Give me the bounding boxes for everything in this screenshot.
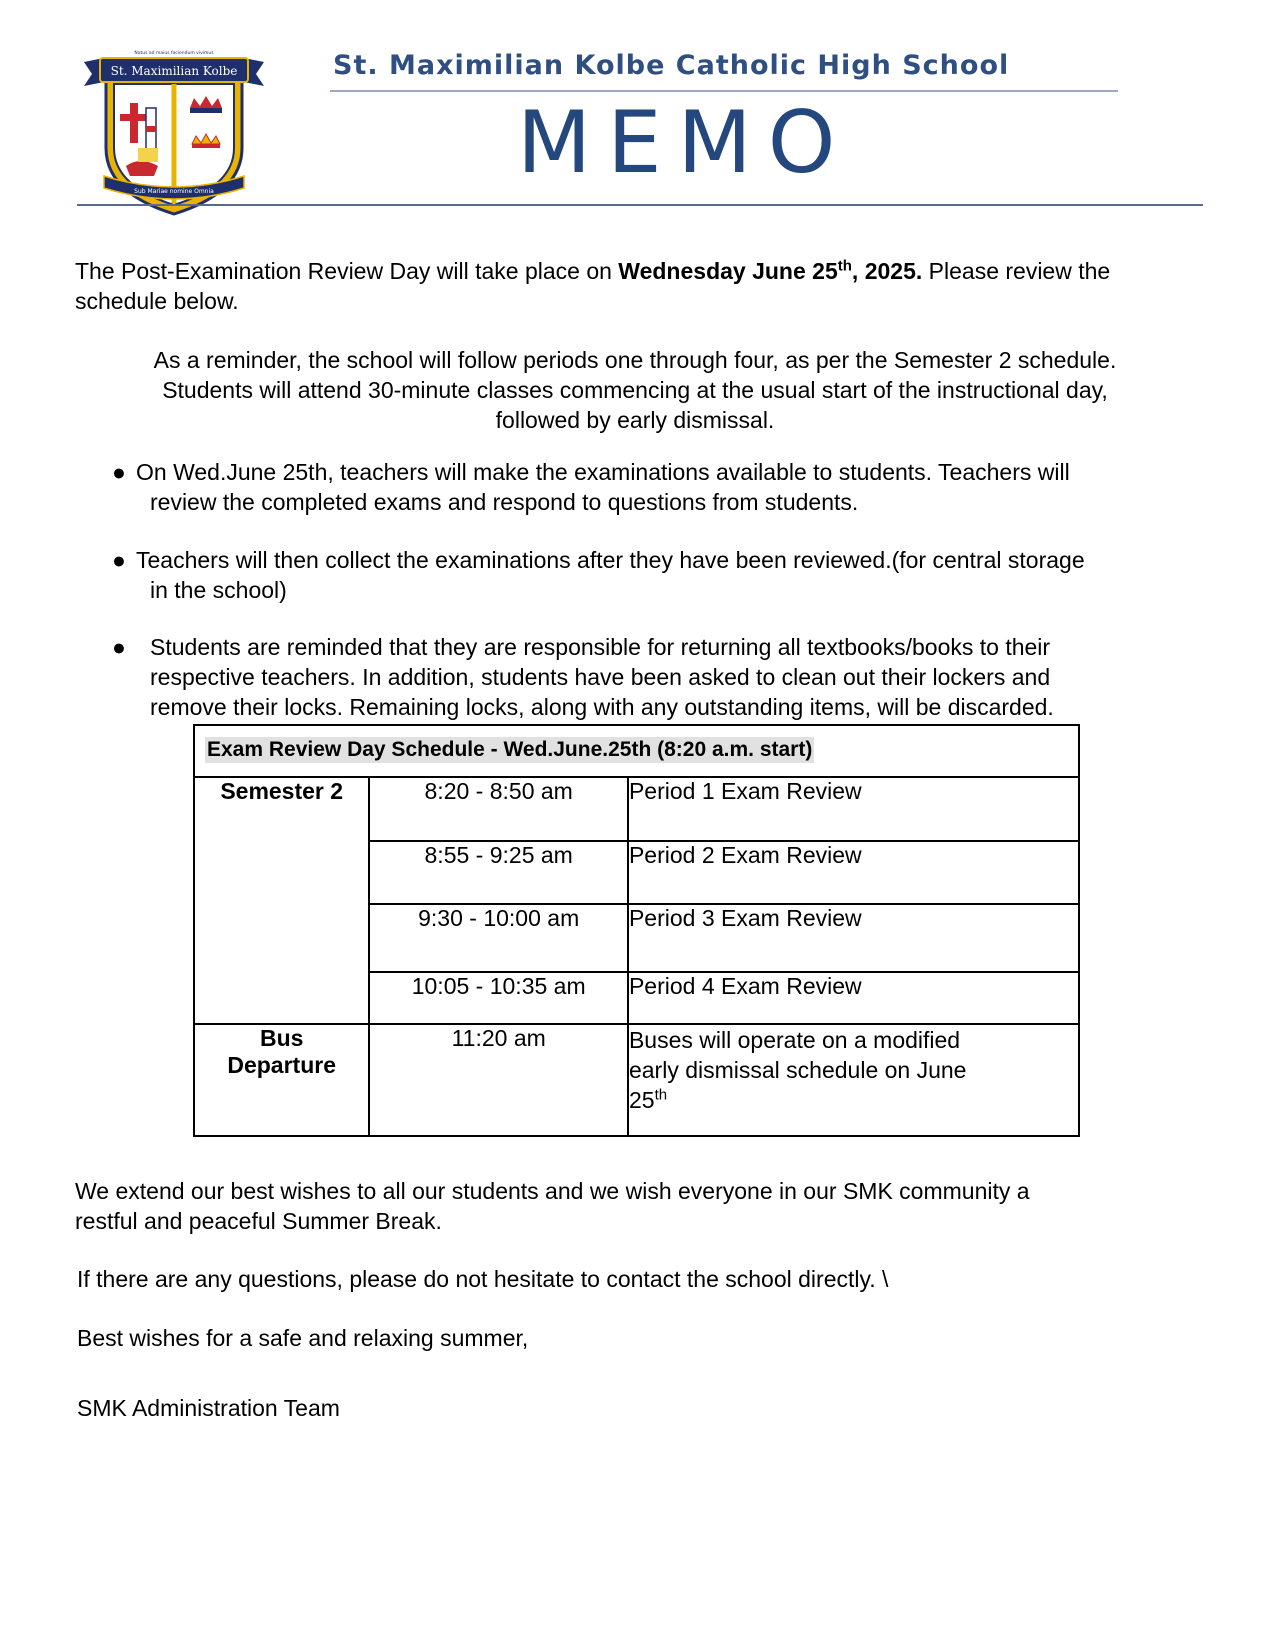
schedule-title: Exam Review Day Schedule - Wed.June.25th (8:20 a.m. start) <box>207 738 813 761</box>
table-title-row <box>194 725 1079 777</box>
closing-line: restful and peaceful Summer Break. <box>75 1208 442 1234</box>
memo-title: MEMO <box>517 93 852 193</box>
crest-bottom-motto: Sub Mariae nomine Omnia <box>134 188 214 195</box>
time-cell: 9:30 - 10:00 am <box>369 904 628 972</box>
description-cell: Period 2 Exam Review <box>628 841 1079 904</box>
bullet-dot: ● <box>112 459 126 485</box>
school-name-heading: St. Maximilian Kolbe Catholic High School <box>333 50 1010 81</box>
exam-review-schedule-table <box>193 724 1080 1137</box>
bullet-text: remove their locks. Remaining locks, along with any outstanding items, will be discarded. <box>150 694 1054 720</box>
bullet-text: respective teachers. In addition, students have been asked to clean out their lockers and <box>150 664 1051 690</box>
time-cell: 10:05 - 10:35 am <box>369 972 628 1024</box>
bullet-dot: ● <box>112 634 126 660</box>
closing-wishes <box>75 1176 1185 1236</box>
intro-text-after: Please review the schedule below. <box>75 258 1111 314</box>
header-divider <box>77 204 1203 206</box>
semester-label-cell: Semester 2 <box>194 777 369 1024</box>
crest-top-motto: Natus ad maius faciendum vivimus <box>134 51 214 56</box>
reminder-paragraph <box>80 345 1190 435</box>
bullet-dot: ● <box>112 547 126 573</box>
crest-banner-text: St. Maximilian Kolbe <box>110 64 238 78</box>
bullet-text: in the school) <box>150 577 287 603</box>
school-crest-logo <box>78 48 270 218</box>
bus-desc-line: early dismissal schedule on June <box>628 1057 967 1083</box>
description-cell: Period 3 Exam Review <box>628 904 1079 972</box>
closing-line: We extend our best wishes to all our students and we wish everyone in our SMK community a <box>75 1178 1030 1204</box>
intro-text-before: The Post-Examination Review Day will take place on <box>75 258 619 284</box>
bullet-text: Students are reminded that they are responsible for returning all textbooks/books to their <box>150 634 1051 660</box>
bullet-text: review the completed exams and respond to questions from students. <box>150 489 859 515</box>
school-name-underline <box>330 90 1118 92</box>
intro-date-year: , 2025. <box>851 258 923 284</box>
intro-date-ordinal: th <box>837 257 852 275</box>
intro-date: Wednesday June 25 <box>618 258 838 284</box>
bullet-item <box>112 632 1192 722</box>
bus-time-cell: 11:20 am <box>369 1024 628 1136</box>
reminder-line: As a reminder, the school will follow periods one through four, as per the Semester 2 schedule. <box>153 347 1117 373</box>
table-row-bus <box>194 1024 1079 1136</box>
bullet-item <box>112 545 1192 605</box>
reminder-line: followed by early dismissal. <box>495 407 775 433</box>
bullet-text: Teachers will then collect the examinations after they have been reviewed.(for central storage <box>136 547 1085 573</box>
signature: SMK Administration Team <box>77 1395 340 1421</box>
table-row <box>194 777 1079 841</box>
description-cell: Period 4 Exam Review <box>628 972 1079 1024</box>
bus-date: 25 <box>628 1087 655 1113</box>
bullet-item <box>112 457 1192 517</box>
bus-date-ordinal: th <box>654 1086 668 1104</box>
time-cell: 8:55 - 9:25 am <box>369 841 628 904</box>
closing-questions: If there are any questions, please do not hesitate to contact the school directly. \ <box>77 1266 889 1292</box>
bullet-text: On Wed.June 25th, teachers will make the examinations available to students. Teachers will <box>136 459 1070 485</box>
closing-farewell: Best wishes for a safe and relaxing summer, <box>77 1325 529 1351</box>
description-cell: Period 1 Exam Review <box>628 777 1079 841</box>
table-title-cell <box>194 725 1079 777</box>
intro-paragraph <box>75 256 1185 316</box>
bus-label-cell <box>194 1024 369 1136</box>
bus-label: Departure <box>227 1052 337 1078</box>
reminder-line: Students will attend 30-minute classes commencing at the usual start of the instructional day, <box>162 377 1108 403</box>
time-cell: 8:20 - 8:50 am <box>369 777 628 841</box>
bus-desc-line <box>629 1085 1078 1115</box>
bus-label: Bus <box>259 1025 304 1051</box>
bus-desc-line: Buses will operate on a modified <box>628 1027 961 1053</box>
bus-description-cell <box>628 1024 1079 1136</box>
